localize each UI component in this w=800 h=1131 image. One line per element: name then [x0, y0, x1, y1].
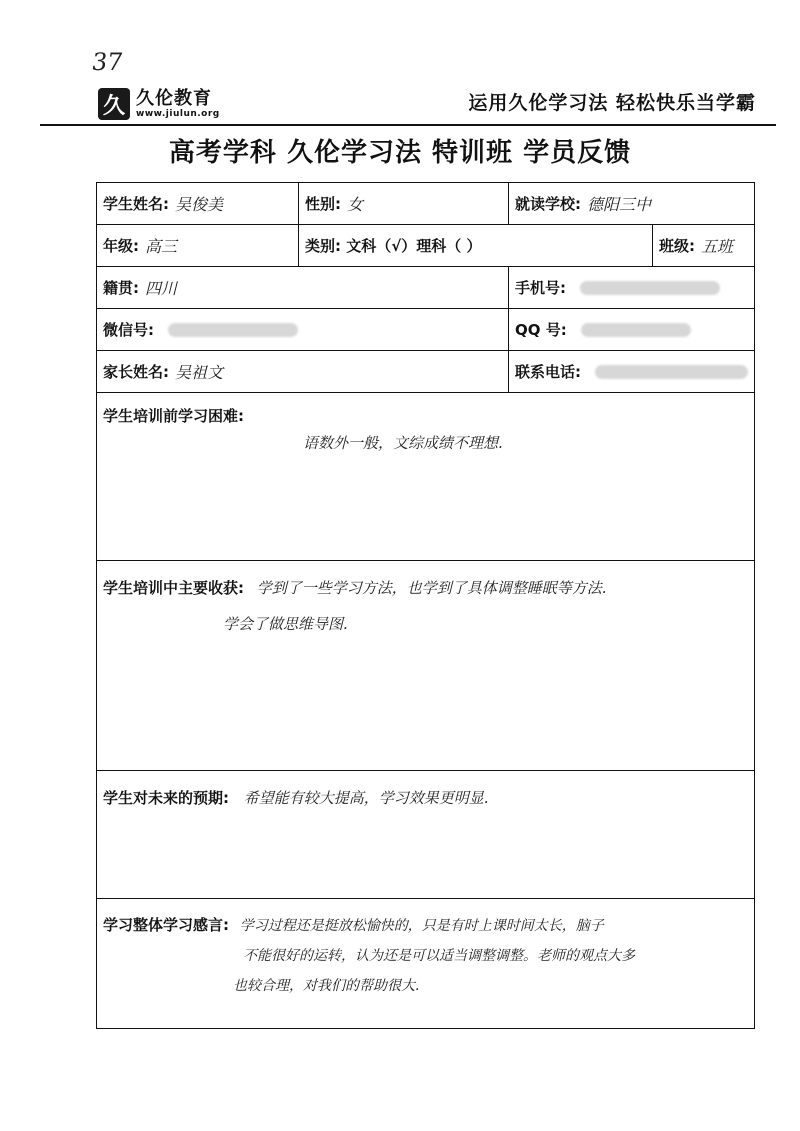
qq-label: QQ 号: [515, 321, 567, 339]
class-value: 五班 [701, 237, 734, 256]
name-value: 吴俊美 [175, 195, 224, 214]
phone-redaction [580, 281, 720, 295]
row-wechat [97, 309, 755, 351]
difficulty-text: 语数外一般，文综成绩不理想. [303, 434, 503, 452]
logo [98, 84, 248, 124]
category-cell [299, 225, 653, 267]
class-cell [653, 225, 755, 267]
qq-redaction [581, 323, 691, 337]
gender-value: 女 [347, 195, 364, 214]
grade-cell [97, 225, 299, 267]
feeling-cell [97, 899, 755, 1029]
row-origin [97, 267, 755, 309]
expect-text: 希望能有较大提高，学习效果更明显. [243, 789, 489, 807]
name-label: 学生姓名: [103, 195, 169, 213]
logo-mark-icon: 久 [98, 88, 130, 120]
phone-label: 手机号: [515, 279, 567, 297]
row-name [97, 183, 755, 225]
grade-value: 高三 [145, 237, 178, 256]
parent-value: 吴祖文 [175, 363, 224, 382]
origin-cell [97, 267, 509, 309]
difficulty-cell [97, 393, 755, 561]
gains-label: 学生培训中主要收获: [103, 579, 244, 597]
origin-value: 四川 [145, 279, 178, 298]
feeling-line3: 也较合理，对我们的帮助很大. [233, 978, 420, 994]
qq-cell [509, 309, 755, 351]
page-title: 高考学科 久伦学习法 特训班 学员反馈 [168, 138, 632, 168]
gains-line2: 学会了做思维导图. [223, 615, 348, 633]
gender-label: 性别: [305, 195, 341, 213]
page-number: 37 [90, 48, 125, 76]
row-expect [97, 771, 755, 899]
gender-cell [299, 183, 509, 225]
slogan: 运用久伦学习法 轻松快乐当学霸 [468, 92, 756, 114]
logo-url: www.jiulun.org [136, 108, 220, 119]
row-feeling [97, 899, 755, 1029]
feeling-line1: 学习过程还是挺放松愉快的，只是有时上课时间太长，脑子 [239, 918, 604, 934]
feeling-line2: 不能很好的运转，认为还是可以适当调整调整。老师的观点大多 [243, 948, 635, 964]
row-gains [97, 561, 755, 771]
contact-redaction [595, 365, 748, 379]
grade-label: 年级: [103, 237, 139, 255]
logo-name: 久伦教育 [136, 87, 212, 109]
school-cell [509, 183, 755, 225]
class-label: 班级: [659, 237, 696, 255]
school-value: 德阳三中 [587, 195, 652, 214]
expect-label: 学生对未来的预期: [103, 789, 229, 807]
origin-label: 籍贯: [103, 279, 139, 297]
feedback-form [96, 182, 755, 1029]
contact-cell [509, 351, 755, 393]
row-parent [97, 351, 755, 393]
wechat-label: 微信号: [103, 321, 154, 339]
wechat-redaction [168, 323, 298, 337]
parent-cell [97, 351, 509, 393]
header-rule [40, 124, 776, 126]
row-difficulty [97, 393, 755, 561]
phone-cell [509, 267, 755, 309]
wechat-cell [97, 309, 509, 351]
expect-cell [97, 771, 755, 899]
parent-label: 家长姓名: [103, 363, 169, 381]
gains-cell [97, 561, 755, 771]
category-label: 类别: 文科（√）理科（ ） [305, 237, 482, 255]
row-grade [97, 225, 755, 267]
feeling-label: 学习整体学习感言: [103, 916, 229, 934]
name-cell [97, 183, 299, 225]
difficulty-label: 学生培训前学习困难: [103, 407, 244, 425]
gains-line1: 学到了一些学习方法，也学到了具体调整睡眠等方法. [256, 579, 607, 597]
contact-label: 联系电话: [515, 363, 582, 381]
school-label: 就读学校: [515, 195, 582, 213]
